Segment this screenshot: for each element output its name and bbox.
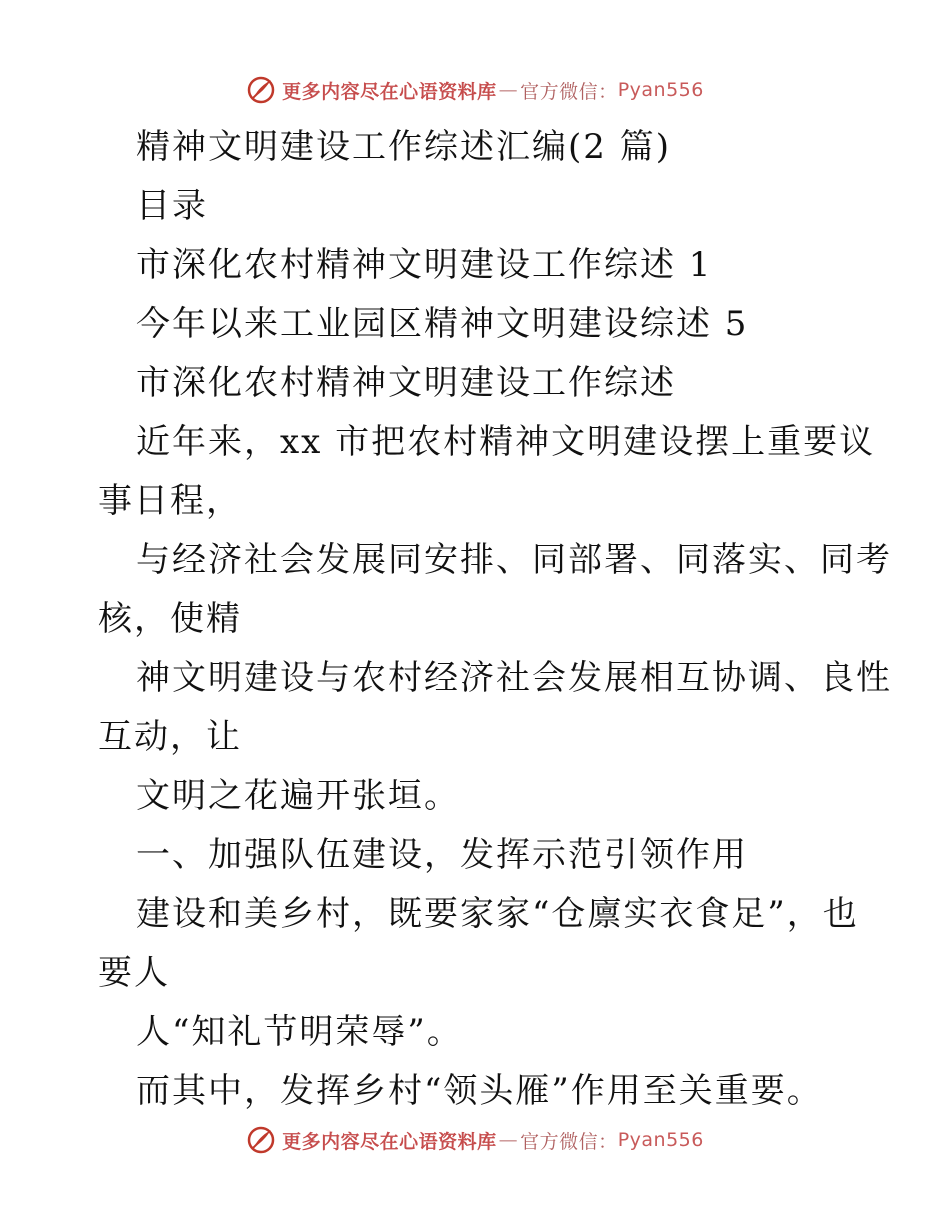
paragraph-line: 神文明建设与农村经济社会发展相互协调、良性 (136, 658, 892, 698)
paragraph-line: 人“知礼节明荣辱”。 (136, 1012, 463, 1052)
paragraph-line: 核，使精 (98, 599, 242, 639)
watermark-dash: — (498, 1129, 519, 1151)
paragraph-line: 要人 (98, 953, 170, 993)
paragraph-line: 而其中，发挥乡村“领头雁”作用至关重要。 (136, 1071, 823, 1111)
document-title: 精神文明建设工作综述汇编(2 篇) (136, 127, 671, 167)
watermark-main-text: 更多内容尽在心语资料库 (282, 80, 497, 103)
document-body (98, 118, 892, 1121)
footer-watermark (0, 1122, 950, 1158)
header-watermark (0, 72, 950, 108)
section-heading: 一、加强队伍建设，发挥示范引领作用 (136, 835, 748, 875)
quill-logo-icon (246, 1125, 276, 1155)
watermark-wechat-id: Pyan556 (617, 1129, 704, 1151)
paragraph-line: 互动，让 (98, 717, 242, 757)
paragraph-line: 事日程， (98, 481, 242, 521)
paragraph-line: 文明之花遍开张垣。 (136, 776, 460, 816)
section-title: 市深化农村精神文明建设工作综述 (136, 363, 676, 403)
toc-entry: 市深化农村精神文明建设工作综述 1 (136, 245, 713, 285)
watermark-dash: — (498, 79, 519, 101)
watermark-official-label: 官方微信： (520, 1130, 618, 1153)
watermark-wechat-id: Pyan556 (617, 79, 704, 101)
paragraph-line: 近年来，xx 市把农村精神文明建设摆上重要议 (136, 422, 876, 462)
paragraph-line: 建设和美乡村，既要家家“仓廪实衣食足”，也 (136, 894, 859, 934)
watermark-main-text: 更多内容尽在心语资料库 (282, 1130, 497, 1153)
quill-logo-icon (246, 75, 276, 105)
toc-entry: 今年以来工业园区精神文明建设综述 5 (136, 304, 749, 344)
paragraph-line: 与经济社会发展同安排、同部署、同落实、同考 (136, 540, 892, 580)
toc-heading: 目录 (136, 186, 208, 226)
watermark-official-label: 官方微信： (520, 80, 618, 103)
